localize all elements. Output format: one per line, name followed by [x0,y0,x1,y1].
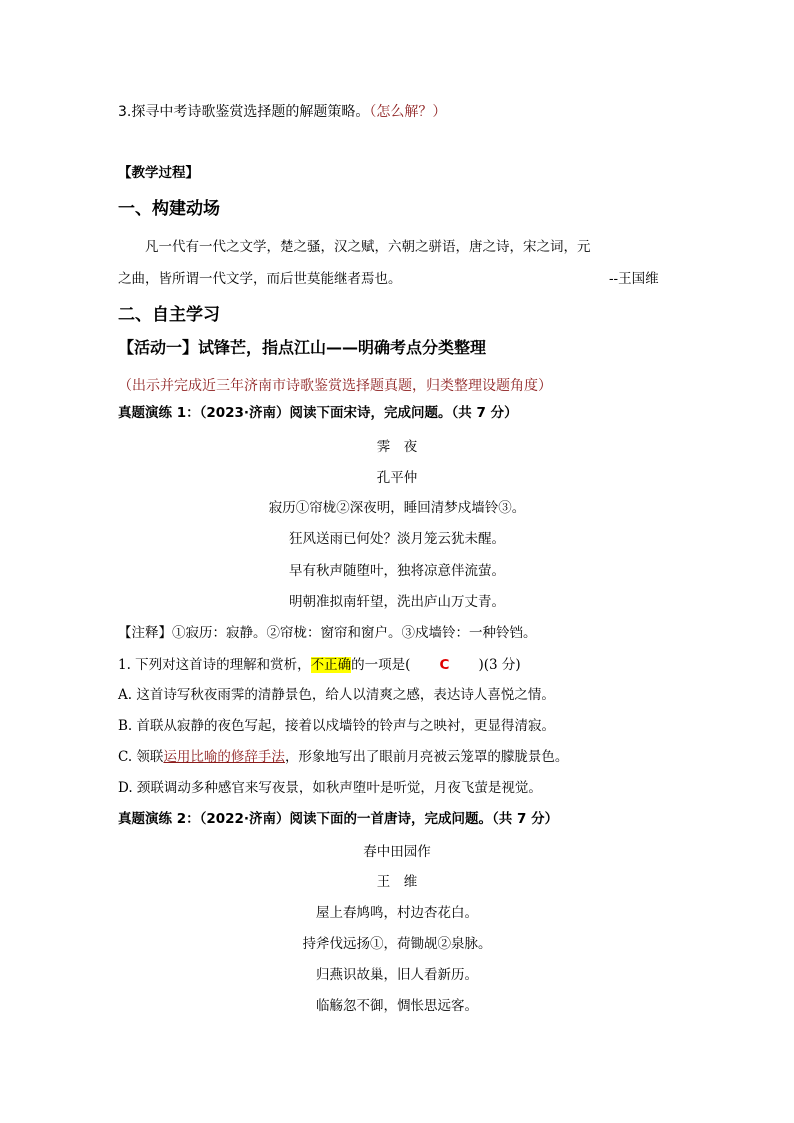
question-1-middle: 的一项是( [351,657,411,673]
drill-2-header: 真题演练 2：（2022·济南）阅读下面的一首唐诗，完成问题。（共 7 分） [118,811,559,827]
poem-2-line: 持斧伐远扬①，荷锄觇②泉脉。 [302,936,492,952]
objective-3-hint: （怎么解？） [369,104,447,120]
poem-2-line: 归燕识故巢，旧人看新历。 [316,967,478,983]
option-b: B. 首联从寂静的夜色写起，接着以戍墙铃的铃声与之映衬，更显得清寂。 [118,718,556,734]
activity-1-title: 【活动一】试锋芒，指点江山——明确考点分类整理 [118,338,487,357]
option-a: A. 这首诗写秋夜雨霁的清静景色，给人以清爽之感，表达诗人喜悦之情。 [118,687,555,703]
option-c-marked: 运用比喻的修辞手法 [163,749,285,765]
quote-author: --王国维 [609,271,659,287]
section-1-title: 一、构建动场 [118,199,220,219]
activity-1-note: （出示并完成近三年济南市诗歌鉴赏选择题真题，归类整理设题角度） [118,378,552,394]
process-header: 【教学过程】 [118,165,199,181]
poem-1-line: 寂历①帘栊②深夜明，睡回清梦戍墙铃③。 [268,500,526,516]
poem-2-line: 临觞忽不御，惆怅思远客。 [316,998,478,1014]
poem-1-line: 早有秋声随堕叶，独将凉意伴流萤。 [289,563,505,579]
drill-1-header: 真题演练 1：（2023·济南）阅读下面宋诗，完成问题。（共 7 分） [118,405,518,421]
question-1-answer: C [439,657,450,673]
objective-3-text: 3.探寻中考诗歌鉴赏选择题的解题策略。 [118,104,370,120]
poem-2-author: 王 维 [376,874,418,890]
quote-line-2: 之曲，皆所谓一代文学，而后世莫能继者焉也。 [118,271,402,287]
poem-1-author: 孔平仲 [376,470,418,486]
option-d: D. 颈联调动多种感官来写夜景，如秋声堕叶是听觉，月夜飞萤是视觉。 [118,780,542,796]
objective-3 [118,103,446,121]
question-1-prefix: 1. 下列对这首诗的理解和赏析， [118,657,311,673]
poem-2-line: 屋上春鸠鸣，村边杏花白。 [316,905,478,921]
section-2-title: 二、自主学习 [118,305,220,325]
poem-1-title: 霁 夜 [376,439,418,455]
option-c [118,748,568,766]
option-c-prefix: C. 领联 [118,749,164,765]
poem-1-line: 狂风送雨已何处？淡月笼云犹未醒。 [289,531,505,547]
question-1 [118,656,521,674]
quote-line-1: 凡一代有一代之文学，楚之骚，汉之赋，六朝之骈语，唐之诗，宋之词，元 [145,239,591,255]
poem-1-notes: 【注释】①寂历：寂静。②帘栊：窗帘和窗户。③戍墙铃：一种铃铛。 [118,625,537,641]
poem-1-line: 明朝准拟南轩望，洗出庐山万丈青。 [289,594,505,610]
poem-2-title: 春中田园作 [363,844,431,860]
question-1-highlight: 不正确 [310,657,352,673]
option-c-suffix: ，形象地写出了眼前月亮被云笼罩的朦胧景色。 [284,749,569,765]
question-1-suffix: )(3 分) [478,657,521,673]
